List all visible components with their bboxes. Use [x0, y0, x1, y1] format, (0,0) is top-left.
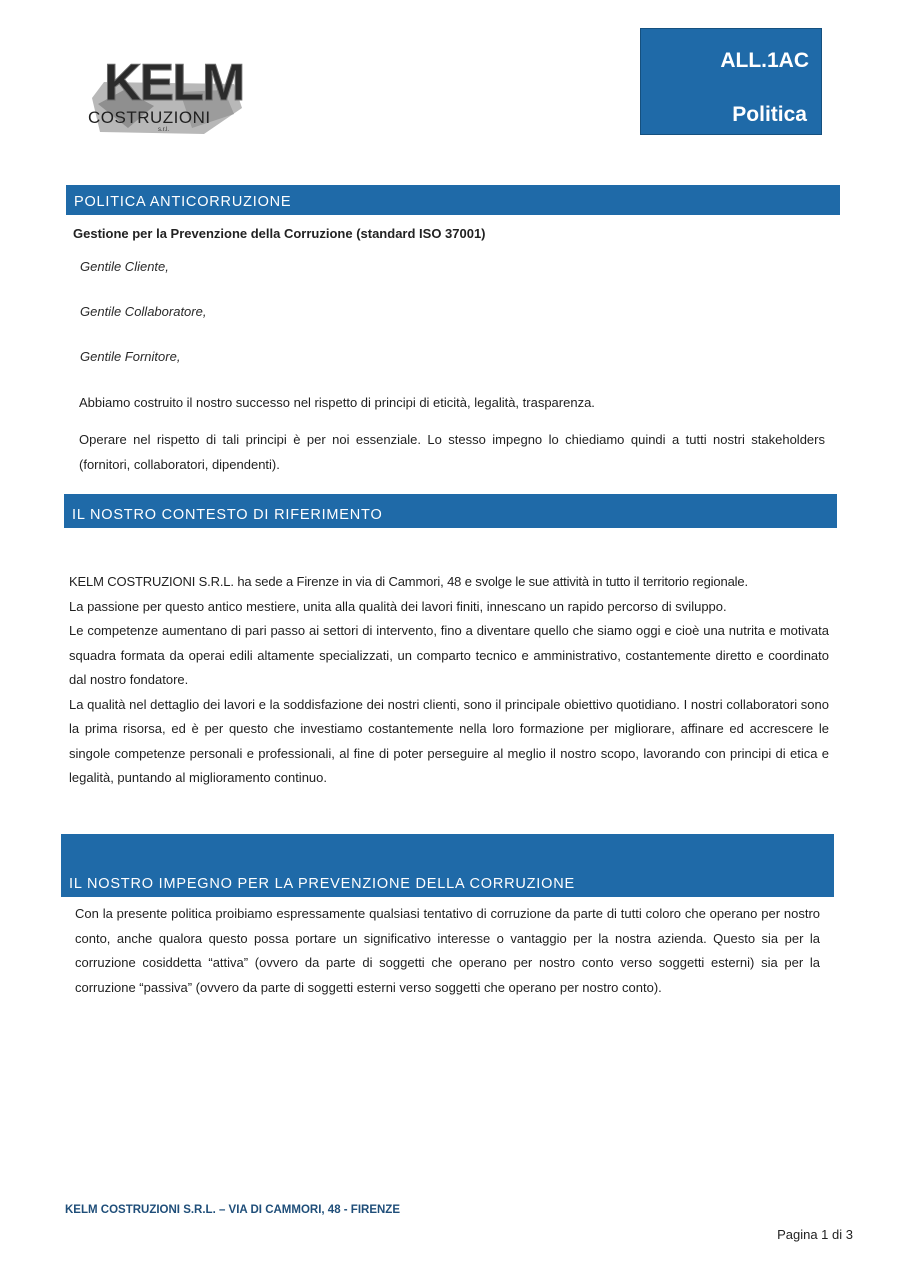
page-number: Pagina 1 di 3	[777, 1227, 853, 1242]
greeting-cliente: Gentile Cliente,	[80, 259, 169, 274]
document-type: Politica	[732, 103, 807, 126]
logo-brand: KELM	[104, 54, 244, 112]
paragraph-sede: KELM COSTRUZIONI S.R.L. ha sede a Firenze in via di Cammori, 48 e svolge le sue attività in tutto il territorio regionale.	[69, 574, 748, 589]
section-subtitle: Gestione per la Prevenzione della Corruzione (standard ISO 37001)	[73, 226, 486, 241]
footer-address: KELM COSTRUZIONI S.R.L. – VIA DI CAMMORI, 48 - FIRENZE	[65, 1204, 401, 1216]
section-header-contesto	[64, 494, 837, 528]
paragraph-passione: La passione per questo antico mestiere, unita alla qualità dei lavori finiti, innescano un rapido percorso di sviluppo.	[69, 598, 727, 614]
paragraph-impegno: Con la presente politica proibiamo espressamente qualsiasi tentativo di corruzione da parte di tutti coloro che operano per nostro conto, anche qualora questo possa portare un significativo interesse o vantaggio per la nostra azienda. Questo sia per la corruzione cosiddetta “attiva” (ovvero da parte di soggetti che operano per nostro conto verso soggetti esterni) sia per la corruzione “passiva” (ovvero da parte di soggetti esterni verso soggetti che operano per nostro conto).	[75, 906, 820, 995]
section-header-anticorruzione	[66, 185, 840, 215]
paragraph-competenze: Le competenze aumentano di pari passo ai settori di intervento, fino a diventare quello che siamo oggi e cioè una nutrita e motivata squadra formata da operai edili altamente specializzati, un comparto tecnico e amministrativo, costantemente diretto e coordinato dal nostro fondatore.	[69, 623, 829, 687]
context-paragraphs	[69, 570, 829, 791]
greeting-collaboratore: Gentile Collaboratore,	[80, 304, 207, 319]
section-title: IL NOSTRO CONTESTO DI RIFERIMENTO	[72, 507, 383, 523]
logo-suffix: s.r.l.	[158, 127, 170, 133]
logo-subtitle: COSTRUZIONI	[88, 108, 211, 127]
paragraph-qualita: La qualità nel dettaglio dei lavori e la soddisfazione dei nostri clienti, sono il principale obiettivo quotidiano. I nostri collaboratori sono la prima risorsa, ed è per questo che investiamo costantemente nella loro formazione per migliorare, affinare ed accrescere le singole competenze personali e professionali, al fine di poter perseguire al meglio il nostro scopo, lavorando con principi di etica e legalità, puntando al miglioramento continuo.	[69, 696, 829, 785]
company-logo	[84, 48, 244, 140]
section-title: IL NOSTRO IMPEGNO PER LA PREVENZIONE DELLA CORRUZIONE	[69, 876, 575, 892]
paragraph-principles: Abbiamo costruito il nostro successo nel rispetto di principi di eticità, legalità, trasparenza.	[79, 395, 595, 410]
document-code: ALL.1AC	[720, 49, 809, 72]
greeting-fornitore: Gentile Fornitore,	[80, 349, 181, 364]
document-tag	[640, 28, 822, 135]
section-title: POLITICA ANTICORRUZIONE	[74, 194, 292, 210]
paragraph-stakeholders: Operare nel rispetto di tali principi è per noi essenziale. Lo stesso impegno lo chiediamo quindi a tutti nostri stakeholders (fornitori, collaboratori, dipendenti).	[79, 432, 825, 472]
section-header-impegno	[61, 834, 834, 897]
